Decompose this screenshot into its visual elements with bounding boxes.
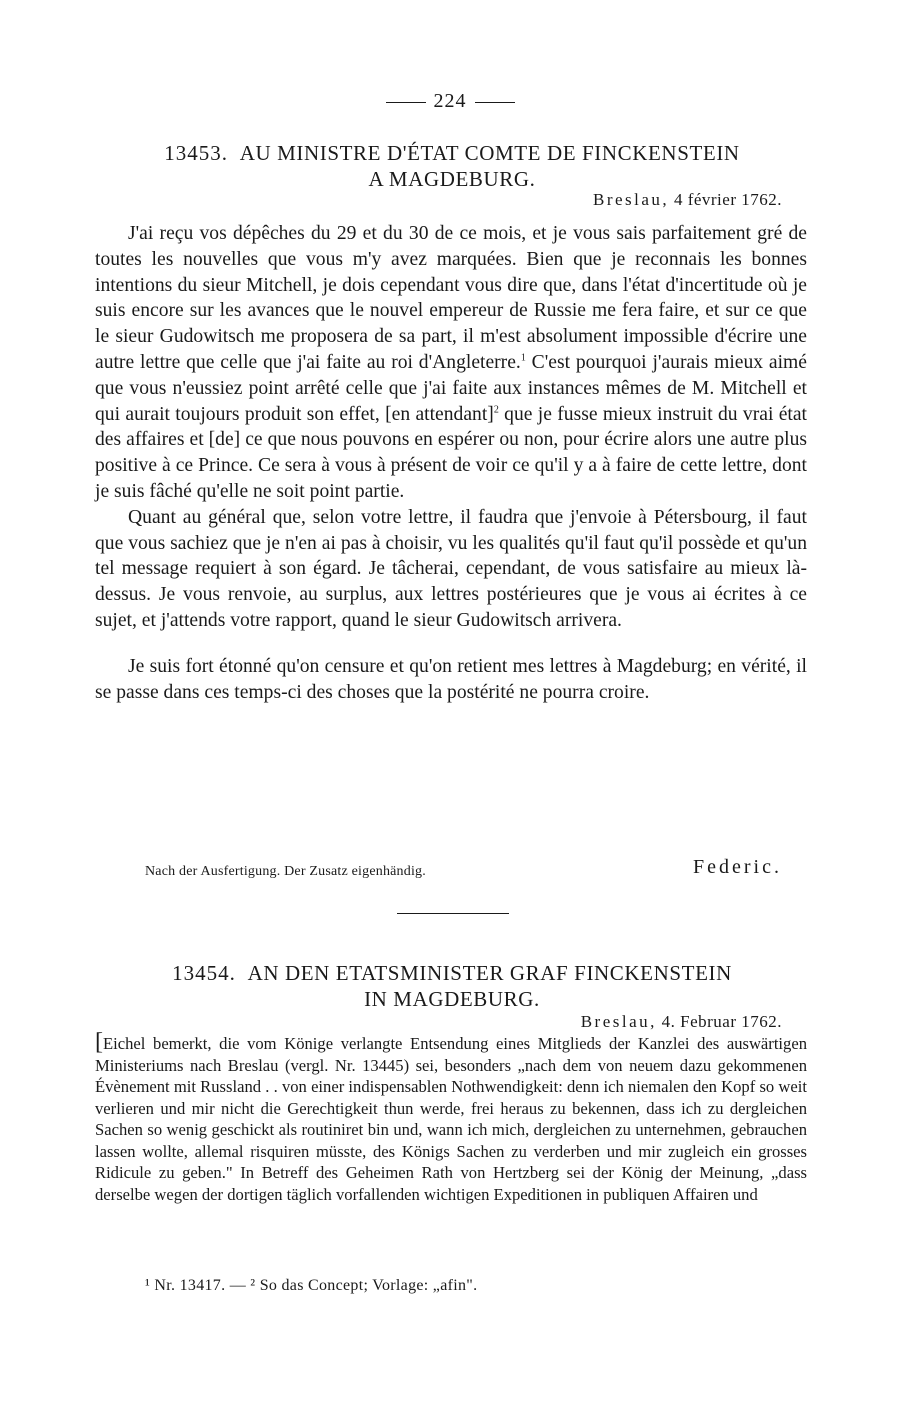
- letter1-postscript: Je suis fort étonné qu'on censure et qu'on retient mes lettres à Magdeburg; en vérité, il se passe dans ces temps-ci des choses que la postérité ne pourra croire.: [95, 655, 807, 703]
- letter1-heading: [118, 140, 786, 192]
- footnote-ref-2: 2: [493, 404, 499, 416]
- letter1-recipient: AU MINISTRE D'ÉTAT COMTE DE FINCKENSTEIN: [239, 141, 740, 165]
- letter1-place: Breslau,: [593, 190, 670, 209]
- letter2-summary: Eichel bemerkt, die vom Könige verlangte Entsendung eines Mitglieds der Kanzlei des auswärtigen Ministeriums nach Breslau (vergl. Nr. 13445) sei, besonders „nach dem von neuem dazu gekommenen Évènement mit Russland . . von einer indispensablen Nothwendigkeit: denn ich niemalen den Kopf so weit verlieren und mir nicht die Gerechtigkeit thun werde, frei heraus zu bekennen, dass ich zu dergleichen Sachen so wenig geschickt als routiniret bin und, wann ich mich, dergleichen zu unternehmen, gebrauchen lassen wollte, allemal risquiren müsste, des Königs Sachen zu verderben und mir zugleich ein grosses Ridicule zu geben." In Betreff des Geheimen Rath von Hertzberg sei der König der Meinung, „dass derselbe wegen der dortigen täglich vorfallenden wichtigen Expeditionen in publiquen Affairen und: [95, 1034, 807, 1204]
- letter2-place: Breslau,: [580, 1012, 657, 1031]
- letter2-heading: [118, 960, 786, 1012]
- letter1-heading-line1: [118, 140, 786, 166]
- footnote-ref-1: 1: [520, 352, 526, 364]
- letter2-body: [95, 1029, 807, 1205]
- page-number-text: 224: [433, 90, 467, 112]
- footnotes: ¹ Nr. 13417. — ² So das Concept; Vorlage: „afin".: [145, 1277, 478, 1294]
- letter2-date: 4. Februar 1762.: [661, 1012, 782, 1031]
- letter1-body: [95, 221, 807, 705]
- letter1-paragraph-2: Quant au général que, selon votre lettre, il faudra que j'envoie à Pétersbourg, il faut que vous sachiez que je n'en ai pas à choisir, vu les qualités qu'il faut qu'il possède et qu'un tel message requiert à son égard. Je tâcherai, cependant, de vous satisfaire au mieux là-dessus. Je vous renvoie, au surplus, aux lettres postérieures que je vous ai écrites à ce sujet, et j'attends votre rapport, quand le sieur Gudowitsch arrivera.: [95, 506, 807, 631]
- letter1-number: 13453.: [164, 141, 229, 165]
- letter2-open-bracket: [: [95, 1029, 103, 1055]
- letter1-source-note: Nach der Ausfertigung. Der Zusatz eigenhändig.: [145, 864, 426, 879]
- letter1-signature: Federic.: [693, 856, 782, 878]
- letter2-location: IN MAGDEBURG.: [364, 987, 540, 1011]
- letter2-recipient: AN DEN ETATSMINISTER GRAF FINCKENSTEIN: [247, 961, 732, 985]
- letter1-date: 4 février 1762.: [673, 190, 782, 209]
- page-number: [0, 90, 900, 113]
- letter1-dateline: [593, 190, 782, 210]
- page-number-dash-right: [475, 102, 515, 103]
- letter2-number: 13454.: [172, 961, 236, 985]
- letter1-paragraph-1: J'ai reçu vos dépêches du 29 et du 30 de ce mois, et je vous sais parfaitement gré de toutes les nouvelles que vous m'y avez marquées. Bien que je reconnais les bonnes intentions du sieur Mitchell, je dois cependant vous dire que, dans l'état d'incertitude où je suis encore sur les avances que le nouvel empereur de Russie me fera faire, et sur ce que le sieur Gudowitsch me proposera de sa part, il m'est absolument impossible d'écrire une autre lettre que celle que j'ai faite au roi d'Angleterre.$^1$ C'est pourquoi j'aurais mieux aimé que vous n'eussiez point arrêté celle que j'ai faite aux instances mêmes de M. Mitchell et qui aurait toujours produit son effet, [en attendant]$^2$ que je fusse mieux instruit du vrai état des affaires et [de] ce que nous pouvons en espérer ou non, pour écrire alors une autre plus positive à ce Prince. Ce sera à vous à présent de voir ce qu'il y a à faire de cette lettre, dont je suis fâché qu'elle ne soit point partie.: [95, 223, 808, 502]
- section-divider: [397, 913, 509, 914]
- letter1-location: A MAGDEBURG.: [368, 167, 536, 191]
- letter2-dateline: [581, 1012, 782, 1032]
- page-number-dash-left: [386, 102, 426, 103]
- letter2-heading-line1: [118, 960, 786, 986]
